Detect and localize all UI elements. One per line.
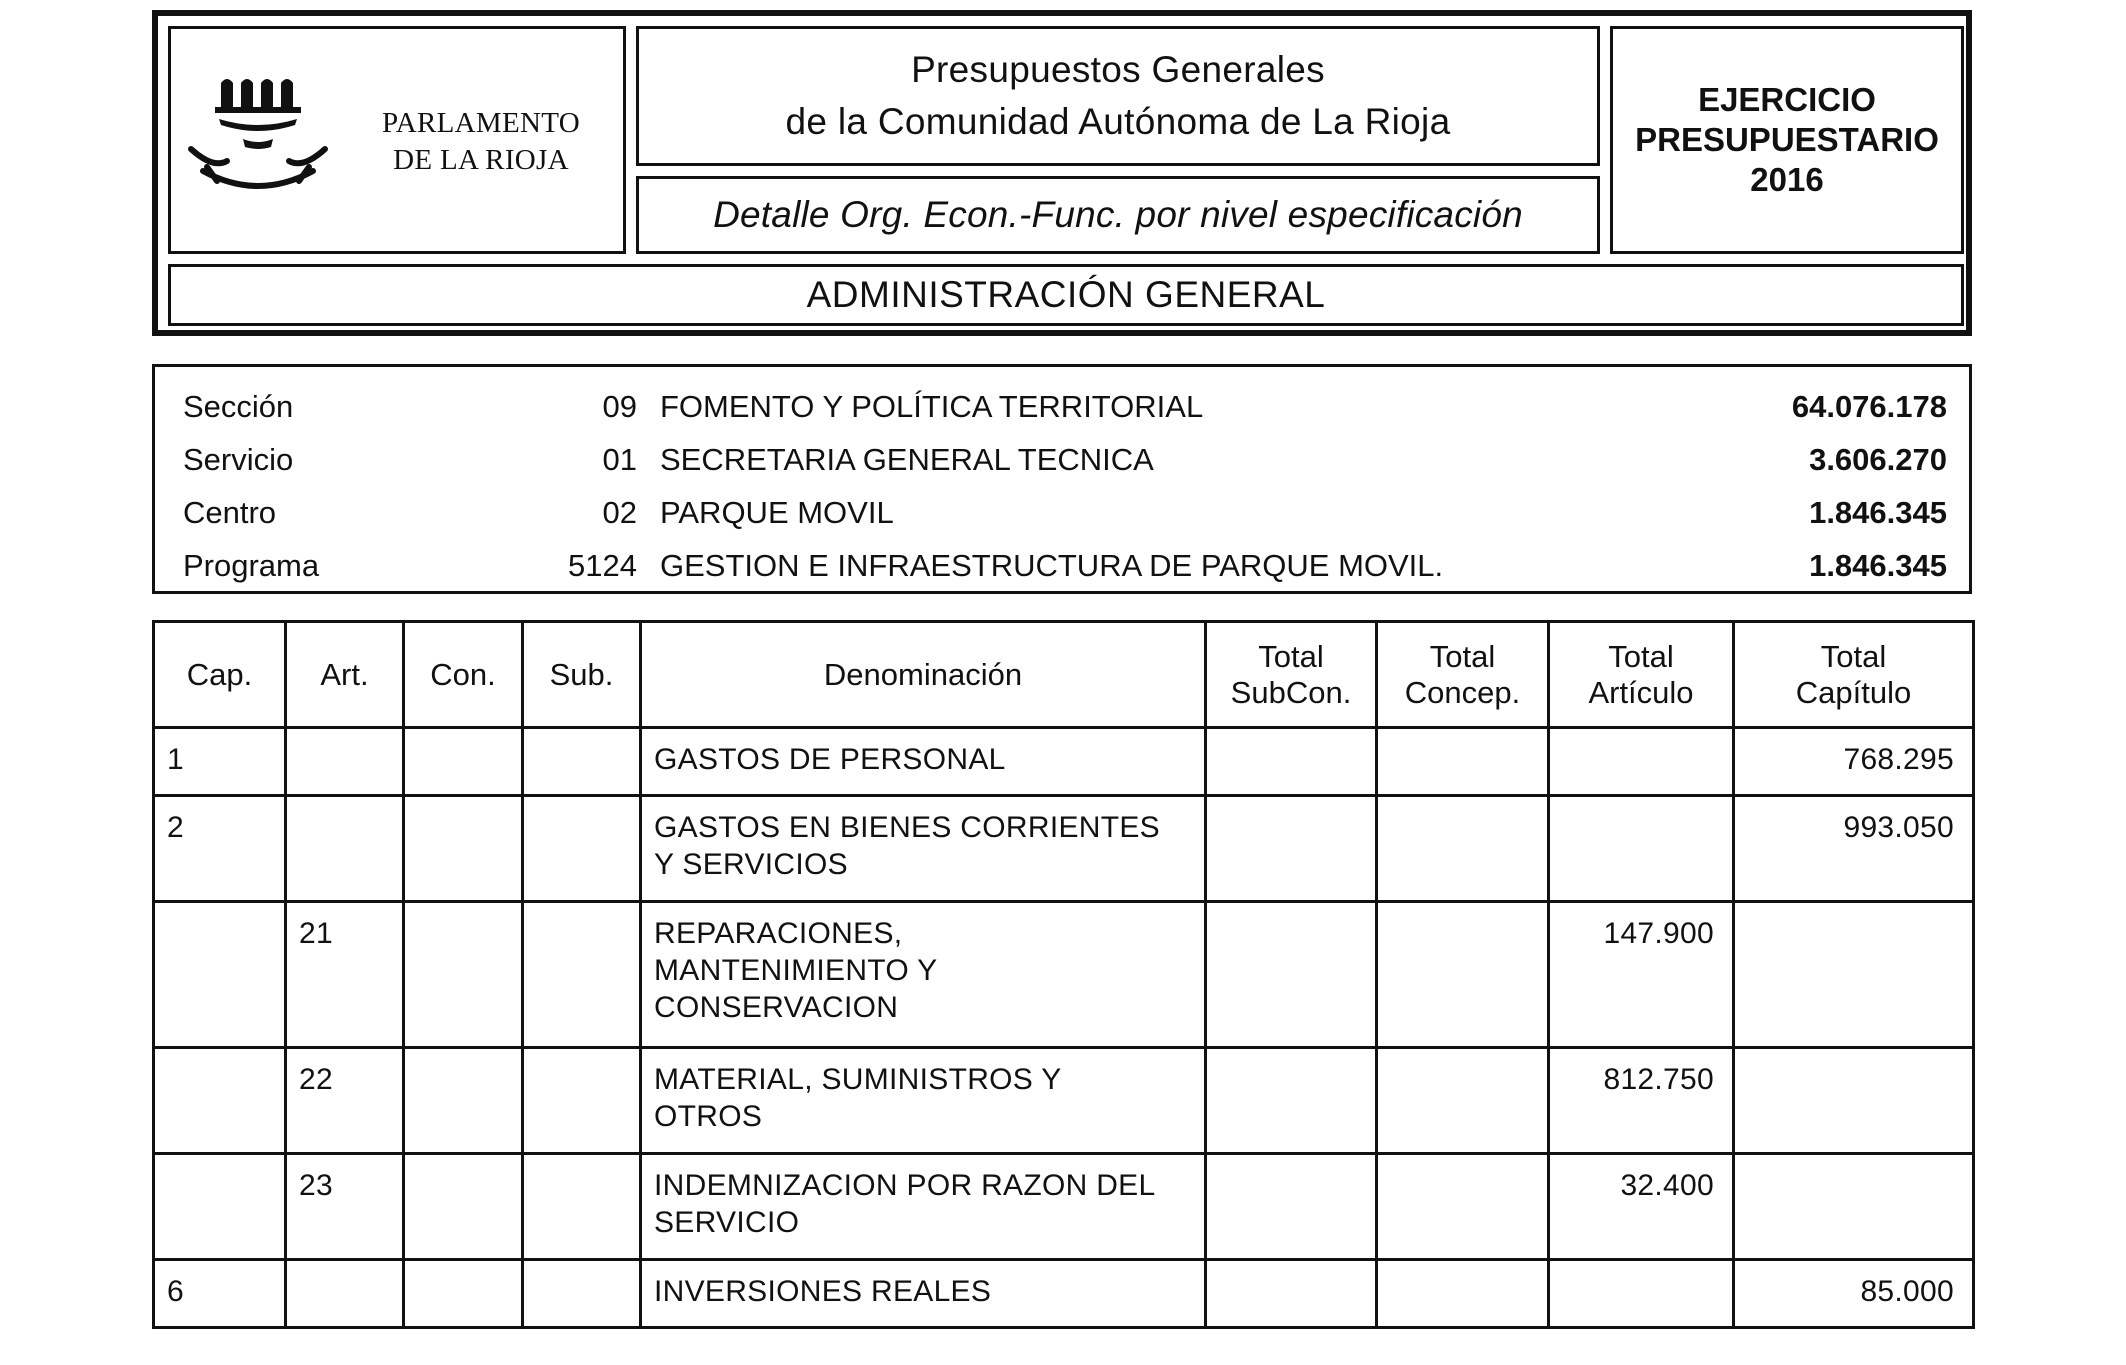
header-text: Art.	[320, 656, 369, 692]
col-total-concep-cell	[1377, 1048, 1549, 1154]
col-total-concep-cell	[1377, 728, 1549, 796]
section-title: ADMINISTRACIÓN GENERAL	[806, 274, 1326, 315]
year-line-3: 2016	[1750, 161, 1824, 198]
col-art-cell: 22	[286, 1048, 404, 1154]
subtitle: Detalle Org. Econ.-Func. por nivel especificación	[713, 194, 1523, 235]
col-denominacion-cell	[641, 1260, 1206, 1328]
info-amount: 3.606.270	[1809, 442, 1947, 477]
col-total-subcon-cell	[1206, 1154, 1377, 1260]
col-con-cell	[404, 1154, 523, 1260]
col-cap-cell: 6	[154, 1260, 286, 1328]
info-row-programa	[155, 548, 1969, 588]
table-body	[154, 728, 1974, 1328]
header-text: Total	[1820, 638, 1887, 674]
col-cap-header	[154, 622, 286, 728]
denominacion-line: REPARACIONES,	[654, 917, 903, 950]
denominacion-line: INVERSIONES REALES	[654, 1275, 992, 1308]
header-text: Sub.	[549, 656, 614, 692]
info-code: 01	[602, 442, 637, 477]
col-con-cell	[404, 728, 523, 796]
logo-panel	[168, 26, 626, 254]
col-denominacion-cell	[641, 1048, 1206, 1154]
col-denominacion-cell	[641, 902, 1206, 1048]
col-total-subcon-cell	[1206, 902, 1377, 1048]
col-cap-cell: 2	[154, 796, 286, 902]
table-row	[154, 728, 1974, 796]
subtitle-panel	[636, 176, 1600, 254]
col-con-header	[404, 622, 523, 728]
col-total-concep-cell	[1377, 1260, 1549, 1328]
col-art-cell: 21	[286, 902, 404, 1048]
parliament-emblem-icon	[183, 69, 363, 209]
document-header	[152, 10, 1972, 336]
col-total-subcon-cell	[1206, 728, 1377, 796]
denominacion-line: MATERIAL, SUMINISTROS Y	[654, 1063, 1062, 1096]
table-row	[154, 796, 1974, 902]
info-name: PARQUE MOVIL	[660, 495, 894, 530]
year-line-1: EJERCICIO	[1698, 81, 1876, 118]
info-name: GESTION E INFRAESTRUCTURA DE PARQUE MOVIL.	[660, 548, 1444, 583]
col-cap-cell: 1	[154, 728, 286, 796]
header-text: Total	[1429, 638, 1496, 674]
info-code: 09	[602, 389, 637, 424]
info-amount: 1.846.345	[1809, 548, 1947, 583]
col-cap-cell	[154, 1154, 286, 1260]
col-sub-cell	[523, 796, 641, 902]
info-row-servicio	[155, 442, 1969, 482]
info-label: Servicio	[183, 442, 294, 477]
logo-text-line-1: PARLAMENTO	[382, 107, 580, 139]
col-total-subcon-cell	[1206, 1260, 1377, 1328]
budget-info-box	[152, 364, 1972, 594]
info-row-centro	[155, 495, 1969, 535]
denominacion-line: SERVICIO	[654, 1206, 800, 1239]
col-total-articulo-cell	[1549, 728, 1734, 796]
col-total-concep-cell	[1377, 902, 1549, 1048]
section-title-panel	[168, 264, 1964, 326]
col-denominacion-header	[641, 622, 1206, 728]
col-total-capitulo-cell	[1734, 1048, 1974, 1154]
col-total-capitulo-cell: 993.050	[1734, 796, 1974, 902]
title-line-2: de la Comunidad Autónoma de La Rioja	[785, 101, 1451, 142]
col-total-concep-cell	[1377, 796, 1549, 902]
col-art-cell: 23	[286, 1154, 404, 1260]
col-total-articulo-cell	[1549, 796, 1734, 902]
denominacion-line: GASTOS EN BIENES CORRIENTES	[654, 811, 1160, 844]
col-denominacion-cell	[641, 1154, 1206, 1260]
col-art-cell	[286, 728, 404, 796]
info-code: 02	[602, 495, 637, 530]
col-total-articulo-cell: 32.400	[1549, 1154, 1734, 1260]
header-text: Concep.	[1404, 674, 1521, 710]
denominacion-line: OTROS	[654, 1100, 763, 1133]
denominacion-line: MANTENIMIENTO Y	[654, 954, 938, 987]
col-art-cell	[286, 796, 404, 902]
header-text: Capítulo	[1795, 674, 1912, 710]
info-label: Sección	[183, 389, 294, 424]
header-text: Artículo	[1588, 674, 1694, 710]
col-total-subcon-cell	[1206, 796, 1377, 902]
col-total-articulo-cell: 147.900	[1549, 902, 1734, 1048]
col-total-subcon-cell	[1206, 1048, 1377, 1154]
col-total-subcon-header	[1206, 622, 1377, 728]
info-label: Centro	[183, 495, 277, 530]
fiscal-year-panel	[1610, 26, 1964, 254]
col-art-header	[286, 622, 404, 728]
denominacion-line: CONSERVACION	[654, 991, 899, 1024]
header-text: Cap.	[186, 656, 253, 692]
col-denominacion-cell	[641, 728, 1206, 796]
info-label: Programa	[183, 548, 320, 583]
col-total-capitulo-cell	[1734, 1154, 1974, 1260]
info-amount: 64.076.178	[1791, 389, 1947, 424]
col-denominacion-cell	[641, 796, 1206, 902]
logo-text-line-2: DE LA RIOJA	[393, 144, 569, 176]
table-row	[154, 1260, 1974, 1328]
info-name: FOMENTO Y POLÍTICA TERRITORIAL	[660, 389, 1204, 424]
col-total-articulo-cell: 812.750	[1549, 1048, 1734, 1154]
info-code: 5124	[568, 548, 637, 583]
col-cap-cell	[154, 1048, 286, 1154]
col-sub-cell	[523, 902, 641, 1048]
info-name: SECRETARIA GENERAL TECNICA	[660, 442, 1154, 477]
info-row-seccion	[155, 389, 1969, 429]
table-row	[154, 902, 1974, 1048]
col-sub-cell	[523, 1048, 641, 1154]
budget-detail-table	[152, 620, 1975, 1329]
header-text: Total	[1258, 638, 1324, 674]
table-header-row	[154, 622, 1974, 728]
col-total-articulo-header	[1549, 622, 1734, 728]
title-line-1: Presupuestos Generales	[911, 49, 1325, 90]
title-panel	[636, 26, 1600, 166]
col-total-articulo-cell	[1549, 1260, 1734, 1328]
header-text: Con.	[430, 656, 496, 692]
col-art-cell	[286, 1260, 404, 1328]
col-total-capitulo-cell	[1734, 902, 1974, 1048]
col-sub-cell	[523, 1260, 641, 1328]
denominacion-line: INDEMNIZACION POR RAZON DEL	[654, 1169, 1156, 1202]
col-con-cell	[404, 902, 523, 1048]
header-text: Denominación	[823, 656, 1023, 692]
col-con-cell	[404, 796, 523, 902]
denominacion-line: GASTOS DE PERSONAL	[654, 743, 1006, 776]
col-con-cell	[404, 1048, 523, 1154]
header-text: Total	[1608, 638, 1674, 674]
col-cap-cell	[154, 902, 286, 1048]
col-total-concep-header	[1377, 622, 1549, 728]
logo-text	[366, 105, 596, 179]
table-row	[154, 1154, 1974, 1260]
col-total-capitulo-header	[1734, 622, 1974, 728]
table-row	[154, 1048, 1974, 1154]
col-con-cell	[404, 1260, 523, 1328]
col-total-capitulo-cell: 768.295	[1734, 728, 1974, 796]
info-amount: 1.846.345	[1809, 495, 1947, 530]
col-total-capitulo-cell: 85.000	[1734, 1260, 1974, 1328]
col-total-concep-cell	[1377, 1154, 1549, 1260]
col-sub-cell	[523, 728, 641, 796]
year-line-2: PRESUPUESTARIO	[1635, 121, 1939, 158]
header-text: SubCon.	[1230, 674, 1352, 710]
col-sub-header	[523, 622, 641, 728]
col-sub-cell	[523, 1154, 641, 1260]
denominacion-line: Y SERVICIOS	[654, 848, 848, 881]
